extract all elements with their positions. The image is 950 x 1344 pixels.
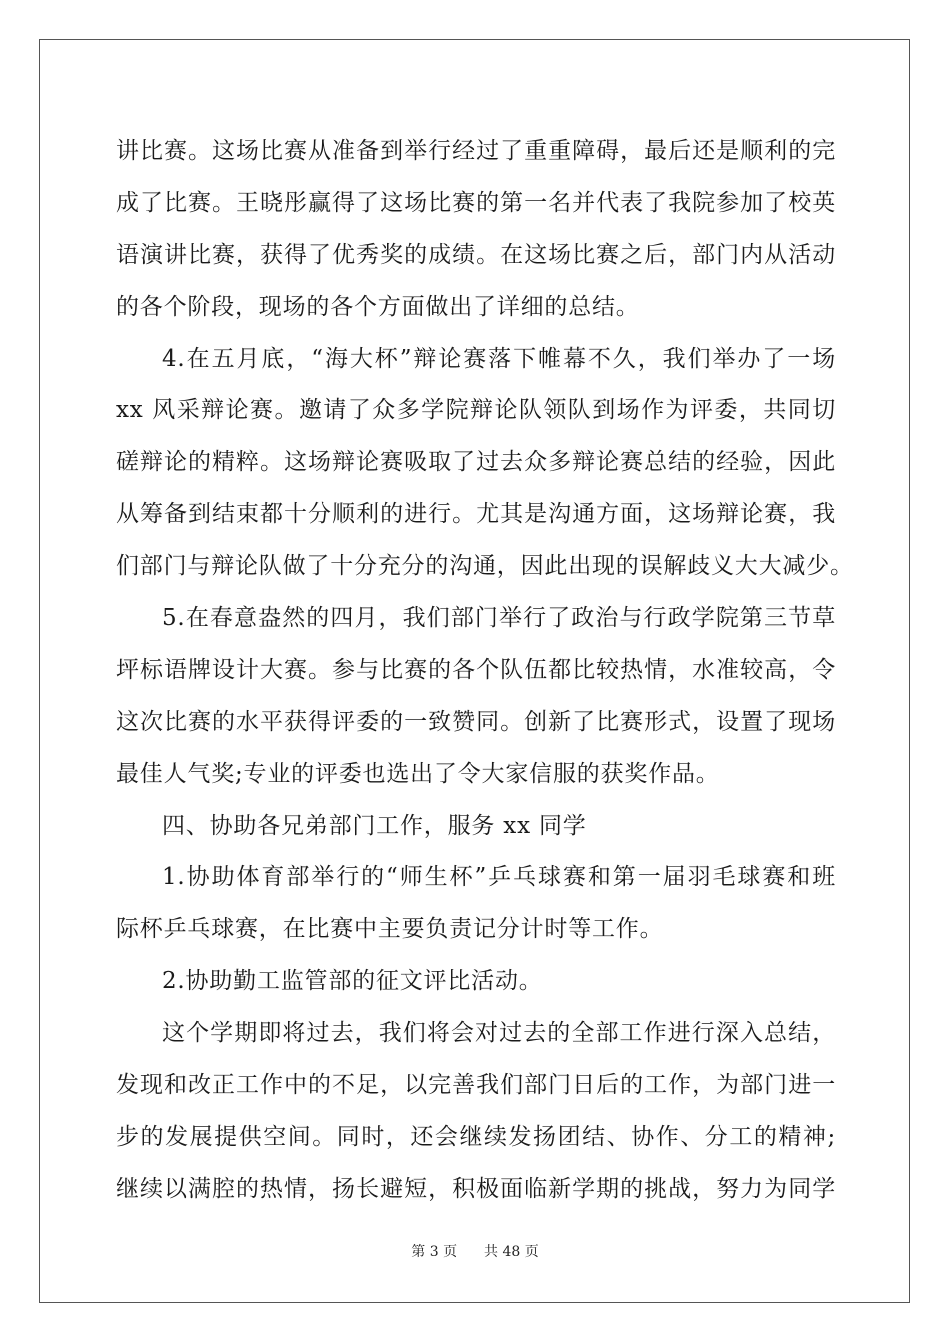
text-line: 成了比赛。王晓彤赢得了这场比赛的第一名并代表了我院参加了校英 [116,189,836,216]
text-line: 四、协助各兄弟部门工作，服务 xx 同学 [162,812,587,839]
text-line: 2.协助勤工监管部的征文评比活动。 [162,968,543,995]
text-line: 步的发展提供空间。同时，还会继续发扬团结、协作、分工的精神; [116,1123,836,1150]
text-line: xx 风采辩论赛。邀请了众多学院辩论队领队到场作为评委，共同切 [116,397,836,424]
text-line: 最佳人气奖;专业的评委也选出了令大家信服的获奖作品。 [116,760,720,787]
page-number-total: 共 48 页 [484,1244,539,1260]
text-line: 的各个阶段，现场的各个方面做出了详细的总结。 [116,293,640,320]
text-line: 5.在春意盎然的四月，我们部门举行了政治与行政学院第三节草 [162,605,836,632]
text-line: 从筹备到结束都十分顺利的进行。尤其是沟通方面，这场辩论赛，我 [116,501,836,528]
text-line: 讲比赛。这场比赛从准备到举行经过了重重障碍，最后还是顺利的完 [116,138,836,164]
page-number-current: 第 3 页 [411,1244,458,1260]
text-line: 发现和改正工作中的不足，以完善我们部门日后的工作，为部门进一 [116,1072,836,1099]
page-footer [0,1241,950,1261]
text-line: 坪标语牌设计大赛。参与比赛的各个队伍都比较热情，水准较高，令 [116,656,836,683]
text-line: 语演讲比赛，获得了优秀奖的成绩。在这场比赛之后，部门内从活动 [116,241,836,268]
text-line: 们部门与辩论队做了十分充分的沟通，因此出现的误解歧义大大减少。 [116,553,854,580]
text-line: 继续以满腔的热情，扬长避短，积极面临新学期的挑战，努力为同学 [116,1175,836,1202]
document-body [116,126,854,1216]
text-line: 1.协助体育部举行的“师生杯”乒乓球赛和第一届羽毛球赛和班 [162,864,836,891]
text-line: 4.在五月底，“海大杯”辩论赛落下帷幕不久，我们举办了一场 [162,345,836,372]
text-line: 这次比赛的水平获得评委的一致赞同。创新了比赛形式，设置了现场 [116,708,836,735]
text-line: 际杯乒乓球赛，在比赛中主要负责记分计时等工作。 [116,916,664,943]
text-line: 这个学期即将过去，我们将会对过去的全部工作进行深入总结， [162,1020,836,1047]
text-line: 磋辩论的精粹。这场辩论赛吸取了过去众多辩论赛总结的经验，因此 [116,449,836,476]
